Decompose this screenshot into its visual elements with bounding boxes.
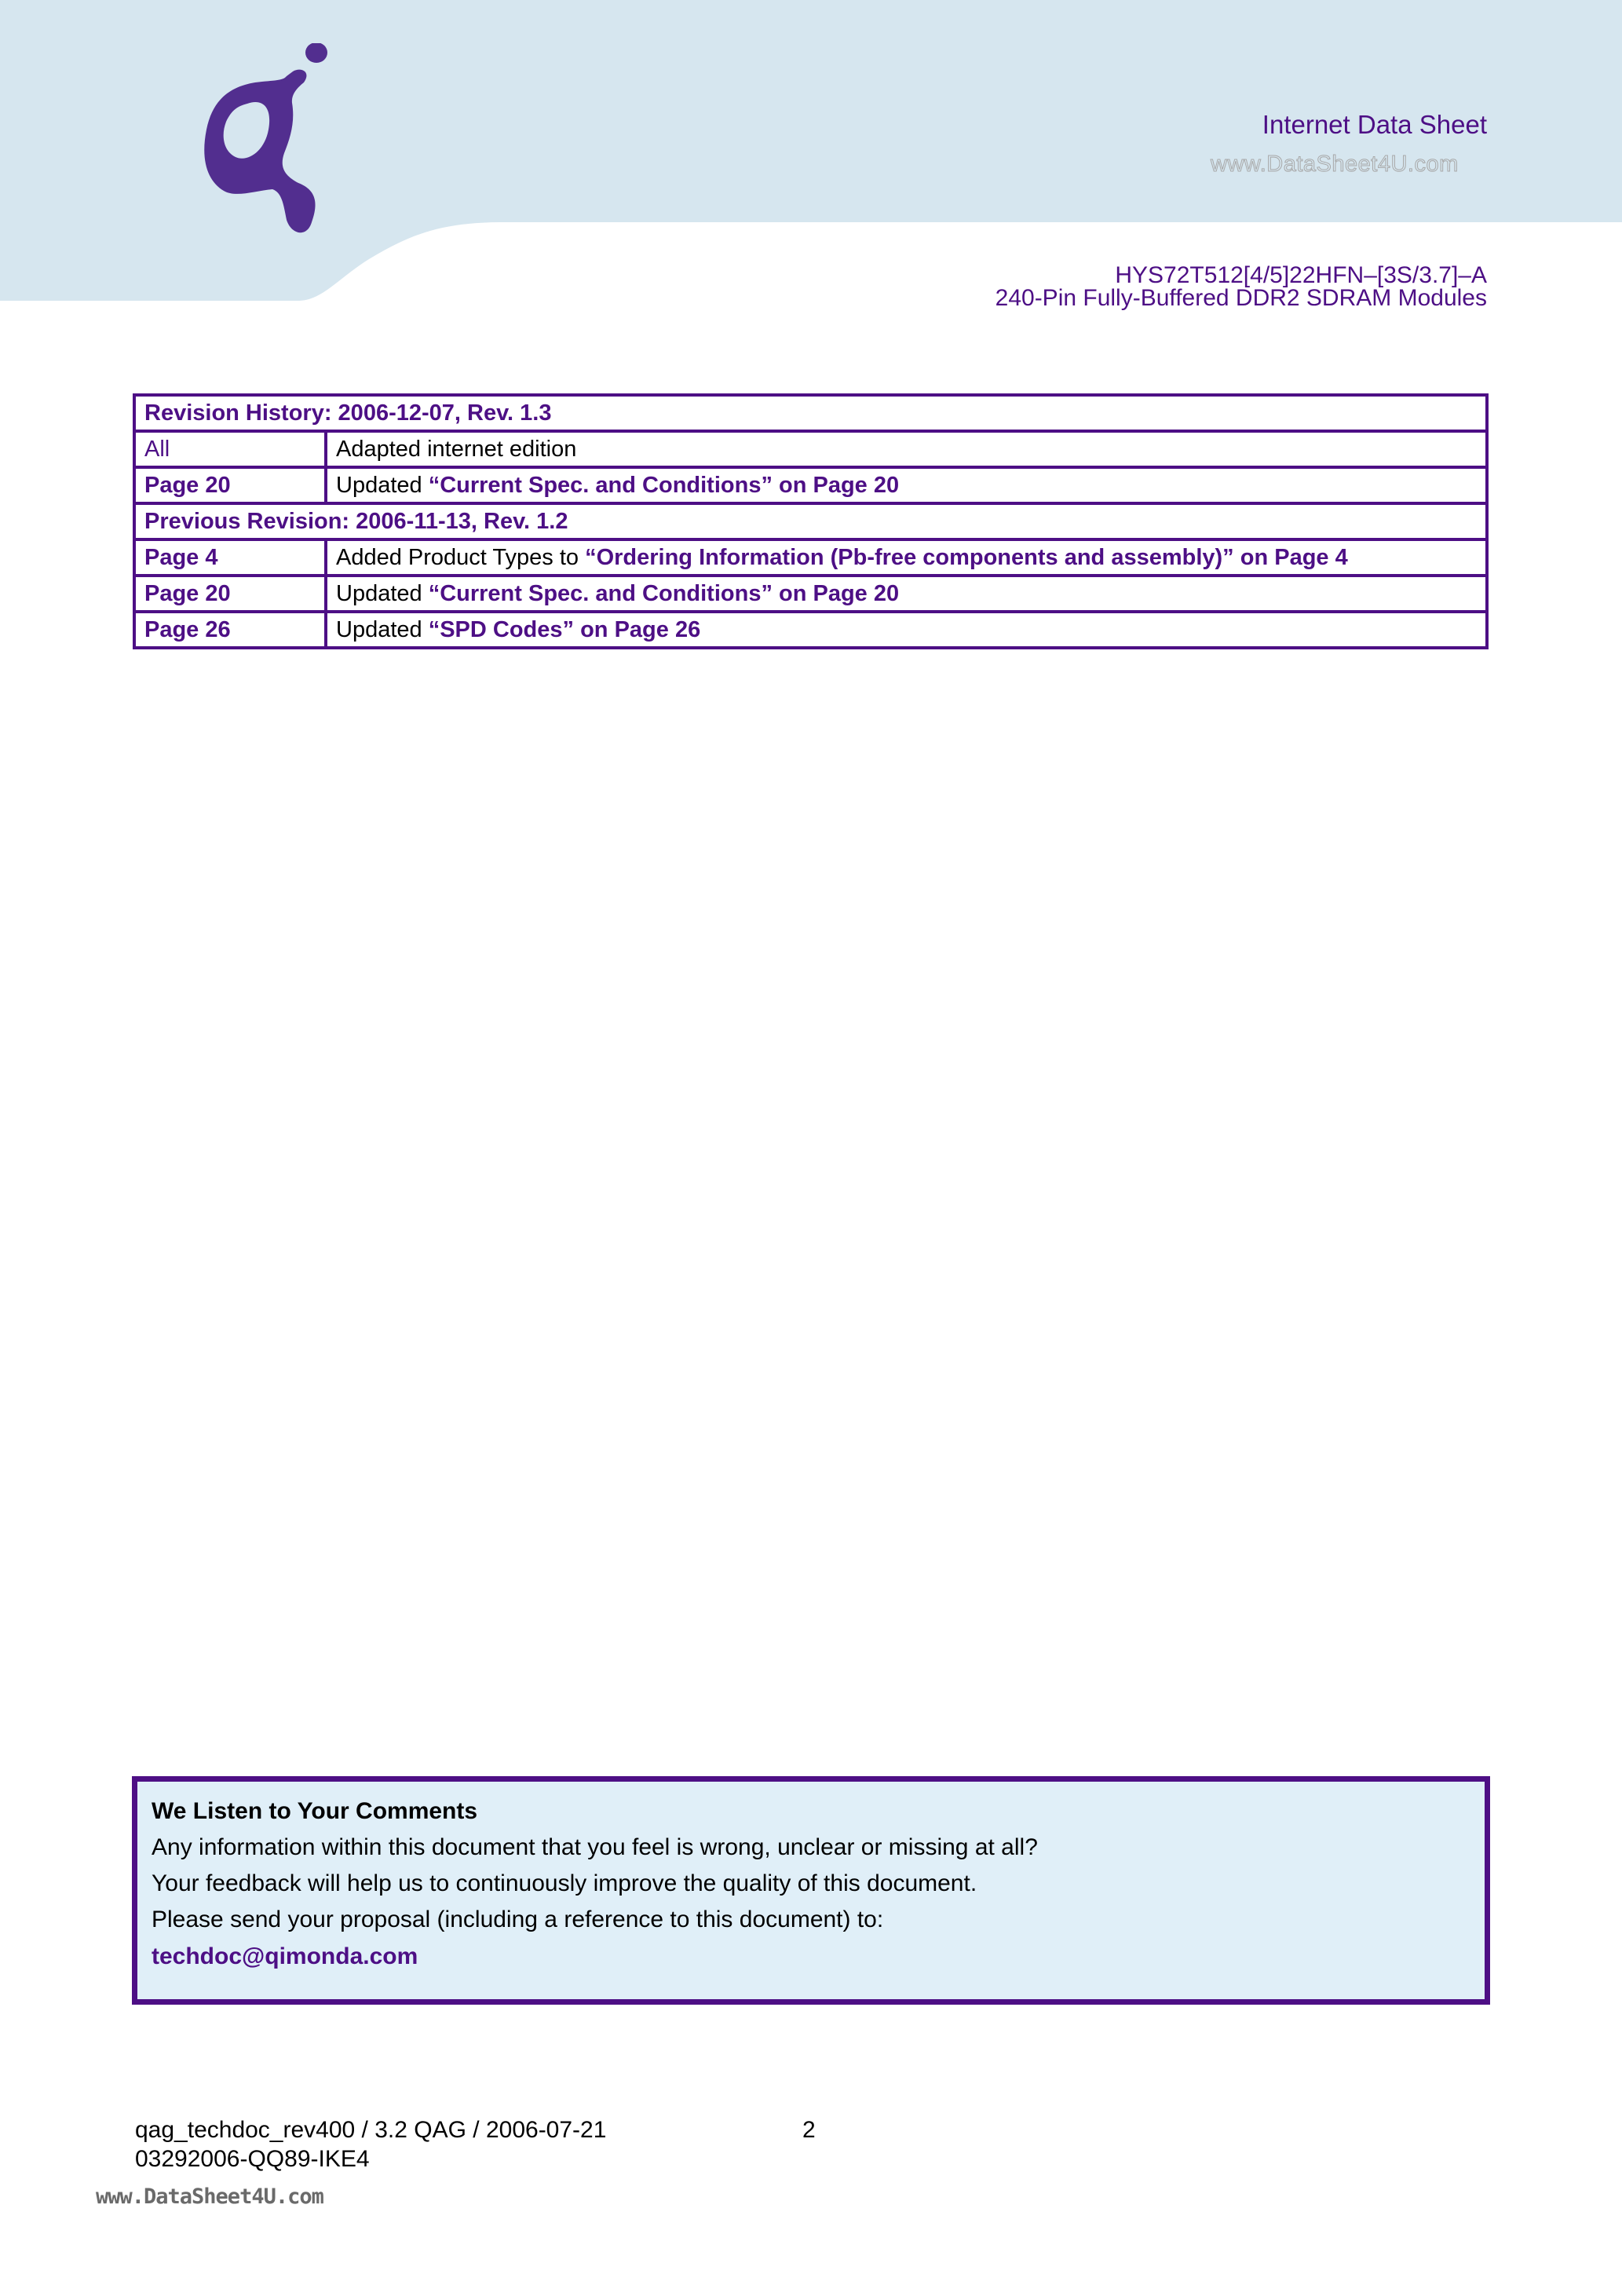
change-text: Updated	[336, 581, 429, 606]
section-link[interactable]: “SPD Codes”	[428, 617, 575, 642]
page-cell: Page 20	[134, 467, 326, 503]
feedback-line: Any information within this document that you feel is wrong, unclear or missing at all?	[152, 1834, 1038, 1860]
revision-section-heading	[134, 503, 1487, 539]
table-row	[134, 576, 1487, 612]
feedback-title: We Listen to Your Comments	[152, 1798, 478, 1824]
section-link[interactable]: “Ordering Information (Pb-free components and assembly)”	[585, 545, 1234, 570]
table-row	[134, 612, 1487, 648]
table-row	[134, 539, 1487, 576]
revision-heading: Previous Revision: 2006-11-13, Rev. 1.2	[134, 503, 1487, 539]
footer-doc-info: qag_techdoc_rev400 / 3.2 QAG / 2006-07-21	[135, 2117, 607, 2143]
page-reference-link[interactable]: on Page 20	[772, 473, 900, 498]
change-cell	[326, 612, 1487, 648]
product-name: 240-Pin Fully-Buffered DDR2 SDRAM Modules	[995, 285, 1487, 311]
document-type-label: Internet Data Sheet	[1262, 110, 1487, 139]
page-reference-link[interactable]: on Page 26	[574, 617, 701, 642]
feedback-line: Please send your proposal (including a reference to this document) to:	[152, 1907, 884, 1932]
page-cell: Page 20	[134, 576, 326, 612]
page-number: 2	[802, 2117, 816, 2143]
change-cell	[326, 539, 1487, 576]
table-row	[134, 467, 1487, 503]
change-text: Updated	[336, 617, 429, 642]
change-cell	[326, 431, 1487, 467]
product-title	[995, 264, 1487, 309]
change-cell	[326, 467, 1487, 503]
page-reference-link[interactable]: on Page 20	[772, 581, 900, 606]
footer-doc-id: 03292006-QQ89-IKE4	[135, 2146, 370, 2172]
page-cell: Page 26	[134, 612, 326, 648]
product-code: HYS72T512[4/5]22HFN–[3S/3.7]–A	[1115, 262, 1487, 288]
change-text: Updated	[336, 473, 429, 498]
feedback-box	[132, 1776, 1490, 2005]
change-text: Added Product Types to	[336, 545, 586, 570]
page-reference-link[interactable]: on Page 4	[1233, 545, 1348, 570]
page-cell: Page 4	[134, 539, 326, 576]
section-link[interactable]: “Current Spec. and Conditions”	[428, 581, 773, 606]
table-row	[134, 431, 1487, 467]
revision-section-heading	[134, 395, 1487, 431]
page-cell: All	[134, 431, 326, 467]
revision-heading: Revision History: 2006-12-07, Rev. 1.3	[134, 395, 1487, 431]
change-text: Adapted internet edition	[336, 437, 577, 462]
feedback-line: Your feedback will help us to continuously improve the quality of this document.	[152, 1870, 977, 1896]
section-link[interactable]: “Current Spec. and Conditions”	[428, 473, 773, 498]
feedback-email-link[interactable]: techdoc@qimonda.com	[152, 1943, 418, 1969]
qimonda-logo-icon	[200, 43, 342, 239]
header-watermark-link[interactable]: www.DataSheet4U.com	[1211, 152, 1459, 177]
footer-watermark-link[interactable]: www.DataSheet4U.com	[96, 2184, 323, 2209]
revision-history-table	[133, 393, 1489, 649]
change-cell	[326, 576, 1487, 612]
